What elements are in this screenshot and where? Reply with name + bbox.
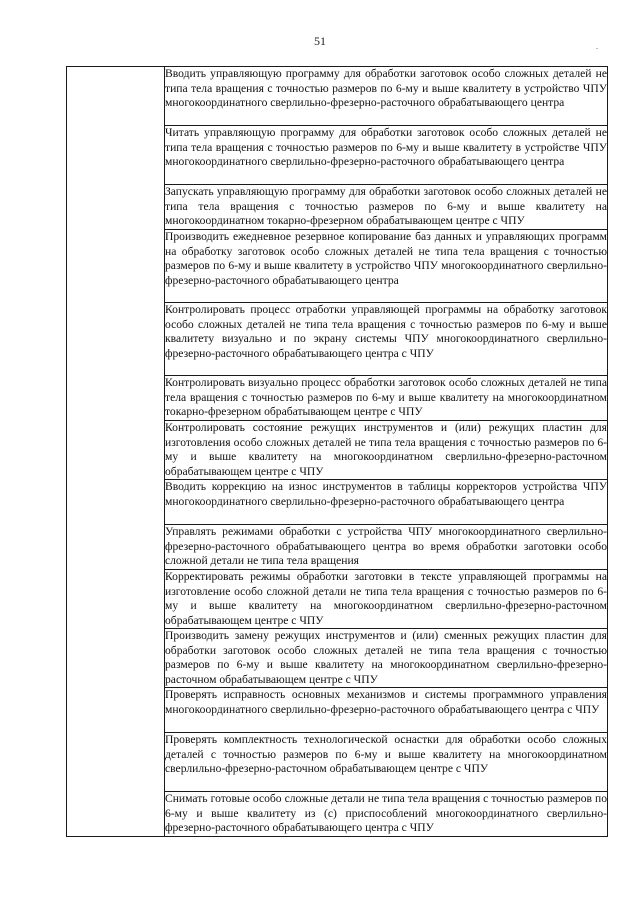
table-cell: Производить ежедневное резервное копирование баз данных и управляющих программ на обработку заготовок особо сложных деталей не типа тела вращения с точностью размеров по 6-му и выше квалитету в устройство ЧПУ многокоординатного сверлильно-фрезерно-расточного обрабатывающего центра [165, 230, 608, 303]
table-cell: Читать управляющую программу для обработки заготовок особо сложных деталей не типа тела вращения с точностью размеров по 6-му и выше квалитету в устройстве ЧПУ многокоординатного сверлильно-фрезерно-расточного обрабатывающего центра [165, 126, 608, 185]
table-cell: Проверять комплектность технологической оснастки для обработки особо сложных деталей с точностью размеров по 6-му и выше квалитету на многокоординатном сверлильно-фрезерно-расточном обрабатывающем центре с ЧПУ [165, 733, 608, 792]
table-cell: Контролировать процесс отработки управляющей программы на обработку заготовок особо сложных деталей не типа тела вращения с точностью размеров по 6-му и выше квалитету визуально и по экрану системы ЧПУ многокоординатного сверлильно-фрезерно-расточного обрабатывающего центра с ЧПУ [165, 303, 608, 376]
table-cell: Управлять режимами обработки с устройства ЧПУ многокоординатного сверлильно-фрезерно-расточного обрабатывающего центра во время обработки заготовки особо сложной детали не типа тела вращения [165, 525, 608, 570]
table-cell: Контролировать визуально процесс обработки заготовок особо сложных деталей не типа тела вращения с точностью размеров по 6-му и выше квалитету на многокоординатном токарно-фрезерном обрабатывающем центре с ЧПУ [165, 376, 608, 421]
table-cell: Проверять исправность основных механизмов и системы программного управления многокоординатного сверлильно-фрезерно-расточного обрабатывающего центра с ЧПУ [165, 688, 608, 733]
empty-left-column [67, 67, 165, 837]
table-cell: Вводить коррекцию на износ инструментов в таблицы корректоров устройства ЧПУ многокоординатного сверлильно-фрезерно-расточного обрабатывающего центра [165, 480, 608, 525]
skills-table [66, 66, 608, 837]
page-number: 51 [314, 34, 326, 48]
table-cell: Снимать готовые особо сложные детали не типа тела вращения с точностью размеров по 6-му и выше квалитету из (с) приспособлений многокоординатного сверлильно-фрезерно-расточного обрабатывающего центра с ЧПУ [165, 792, 608, 837]
table-row [67, 67, 608, 126]
table-cell: Корректировать режимы обработки заготовки в тексте управляющей программы на изготовление особо сложной детали не типа тела вращения с точностью размеров по 6-му и выше квалитету на многокоординатном сверлильно-фрезерно-расточном обрабатывающем центре с ЧПУ [165, 570, 607, 627]
table-cell: Вводить управляющую программу для обработки заготовок особо сложных деталей не типа тела вращения с точностью размеров по 6-му и выше квалитету в устройство ЧПУ многокоординатного сверлильно-фрезерно-расточного обрабатывающего центра [165, 67, 608, 126]
scan-mark: . [596, 42, 598, 51]
table-cell: Контролировать состояние режущих инструментов и (или) режущих пластин для изготовления особо сложных деталей не типа тела вращения с точностью размеров по 6-му и выше квалитету на многокоординатном сверлильно-фрезерно-расточном обрабатывающем центре с ЧПУ [165, 421, 607, 478]
table-cell: Запускать управляющую программу для обработки заготовок особо сложных деталей не типа тела вращения с точностью размеров по 6-му и выше квалитету на многокоординатном токарно-фрезерном обрабатывающем центре с ЧПУ [165, 185, 608, 230]
table-cell: Производить замену режущих инструментов и (или) сменных режущих пластин для обработки заготовок особо сложных деталей не типа тела вращения с точностью размеров по 6-му и выше квалитету на многокоординатном сверлильно-фрезерно-расточном обрабатывающем центре с ЧПУ [165, 629, 607, 686]
